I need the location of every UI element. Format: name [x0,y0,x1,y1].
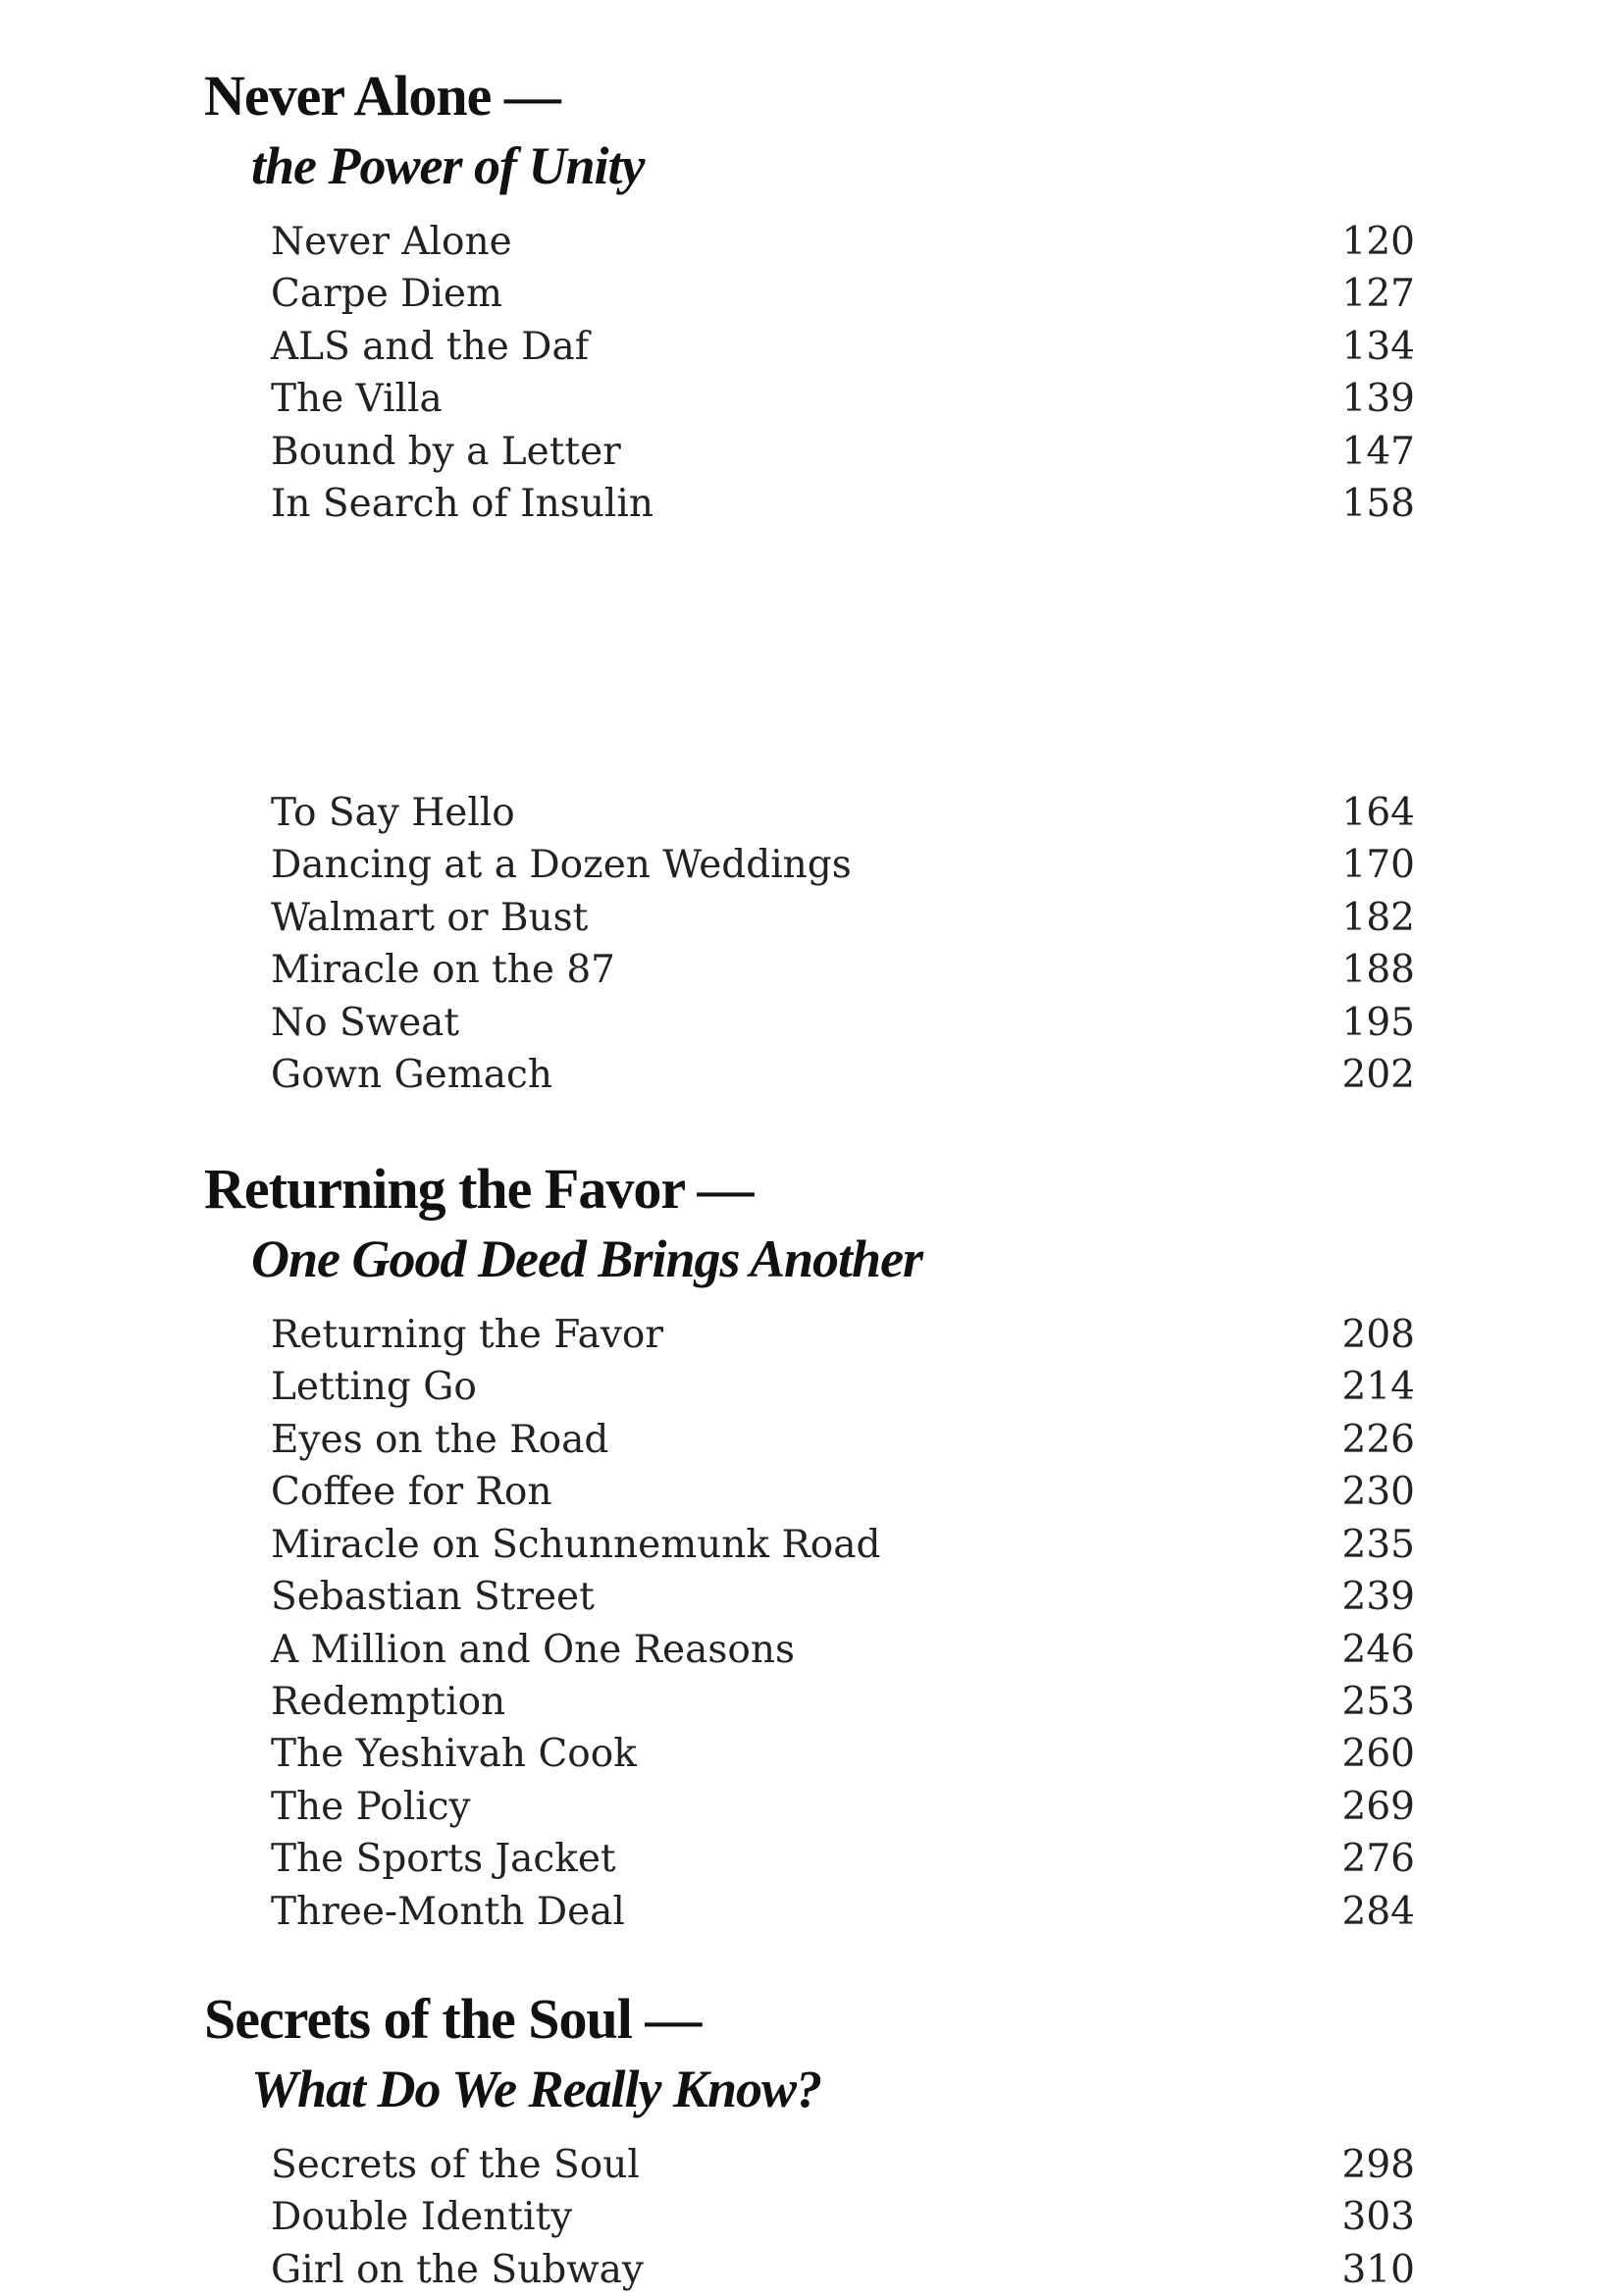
entry-title: Miracle on the 87 [271,948,615,992]
entry-page-number: 260 [1341,1732,1415,1776]
entry-page-number: 230 [1341,1470,1415,1514]
entry-page-number: 170 [1341,843,1415,887]
entry-title: A Million and One Reasons [271,1628,796,1672]
entry-page-number: 120 [1341,220,1415,264]
toc-entry [0,321,1621,373]
entry-page-number: 284 [1341,1890,1415,1934]
entry-page-number: 235 [1341,1523,1415,1567]
toc-entry [0,1886,1621,1938]
section-title: Returning the Favor — [204,1157,754,1221]
toc-entry [0,1624,1621,1676]
toc-entry [0,839,1621,891]
entry-page-number: 188 [1341,948,1415,992]
entry-page-number: 276 [1341,1837,1415,1881]
entry-title: To Say Hello [271,791,515,835]
entry-title: Gown Gemach [271,1053,552,1097]
entry-page-number: 303 [1341,2195,1415,2239]
entry-title: Never Alone [271,220,512,264]
toc-entry [0,1571,1621,1623]
section-title: Never Alone — [204,64,560,128]
entry-page-number: 134 [1341,325,1415,369]
entry-title: Letting Go [271,1365,477,1409]
entry-title: Secrets of the Soul [271,2143,640,2187]
toc-entry [0,944,1621,996]
entry-title: Three-Month Deal [271,1890,625,1934]
entry-title: No Sweat [271,1001,460,1045]
entry-page-number: 226 [1341,1418,1415,1462]
entry-page-number: 269 [1341,1785,1415,1829]
toc-entry [0,997,1621,1049]
toc-entry [0,892,1621,944]
entry-title: Dancing at a Dozen Weddings [271,843,852,887]
entry-page-number: 147 [1341,430,1415,474]
entry-page-number: 298 [1341,2143,1415,2187]
entry-page-number: 246 [1341,1628,1415,1672]
entry-title: Eyes on the Road [271,1418,609,1462]
entry-page-number: 164 [1341,791,1415,835]
entry-title: ALS and the Daf [271,325,590,369]
entry-title: Carpe Diem [271,272,502,316]
toc-entry [0,1519,1621,1571]
section-subtitle: One Good Deed Brings Another [251,1229,923,1288]
entry-title: In Search of Insulin [271,482,654,526]
entry-page-number: 182 [1341,896,1415,940]
toc-entry [0,478,1621,530]
section-subtitle: What Do We Really Know? [251,2060,822,2118]
entry-title: The Policy [271,1785,471,1829]
entry-title: Miracle on Schunnemunk Road [271,1523,881,1567]
toc-entry [0,1361,1621,1413]
section-subtitle: the Power of Unity [251,136,645,195]
entry-page-number: 127 [1341,272,1415,316]
entry-page-number: 310 [1341,2248,1415,2292]
entry-title: Walmart or Bust [271,896,589,940]
entry-page-number: 214 [1341,1365,1415,1409]
toc-entry [0,1781,1621,1833]
entry-title: Sebastian Street [271,1575,595,1619]
entry-title: Bound by a Letter [271,430,621,474]
toc-entry [0,1049,1621,1101]
section-title: Secrets of the Soul — [204,1987,702,2051]
entry-title: Redemption [271,1680,506,1724]
entry-title: The Sports Jacket [271,1837,616,1881]
toc-entry [0,2139,1621,2191]
entry-title: Coffee for Ron [271,1470,552,1514]
entry-page-number: 253 [1341,1680,1415,1724]
toc-entry [0,1728,1621,1780]
toc-entry [0,1414,1621,1466]
toc-entry [0,268,1621,320]
toc-entry [0,1466,1621,1518]
entry-page-number: 208 [1341,1313,1415,1357]
entry-title: Double Identity [271,2195,573,2239]
entry-title: Girl on the Subway [271,2248,644,2292]
toc-entry [0,1833,1621,1885]
toc-entry [0,373,1621,425]
toc-entry [0,426,1621,478]
toc-entry [0,787,1621,839]
entry-title: Returning the Favor [271,1313,664,1357]
entry-page-number: 202 [1341,1053,1415,1097]
entry-page-number: 195 [1341,1001,1415,1045]
toc-entry [0,1676,1621,1728]
entry-page-number: 239 [1341,1575,1415,1619]
entry-title: The Yeshivah Cook [271,1732,637,1776]
entry-page-number: 139 [1341,377,1415,421]
toc-entry [0,216,1621,268]
toc-entry [0,1309,1621,1361]
entry-page-number: 158 [1341,482,1415,526]
toc-entry [0,2244,1621,2296]
toc-entry [0,2191,1621,2243]
entry-title: The Villa [271,377,443,421]
